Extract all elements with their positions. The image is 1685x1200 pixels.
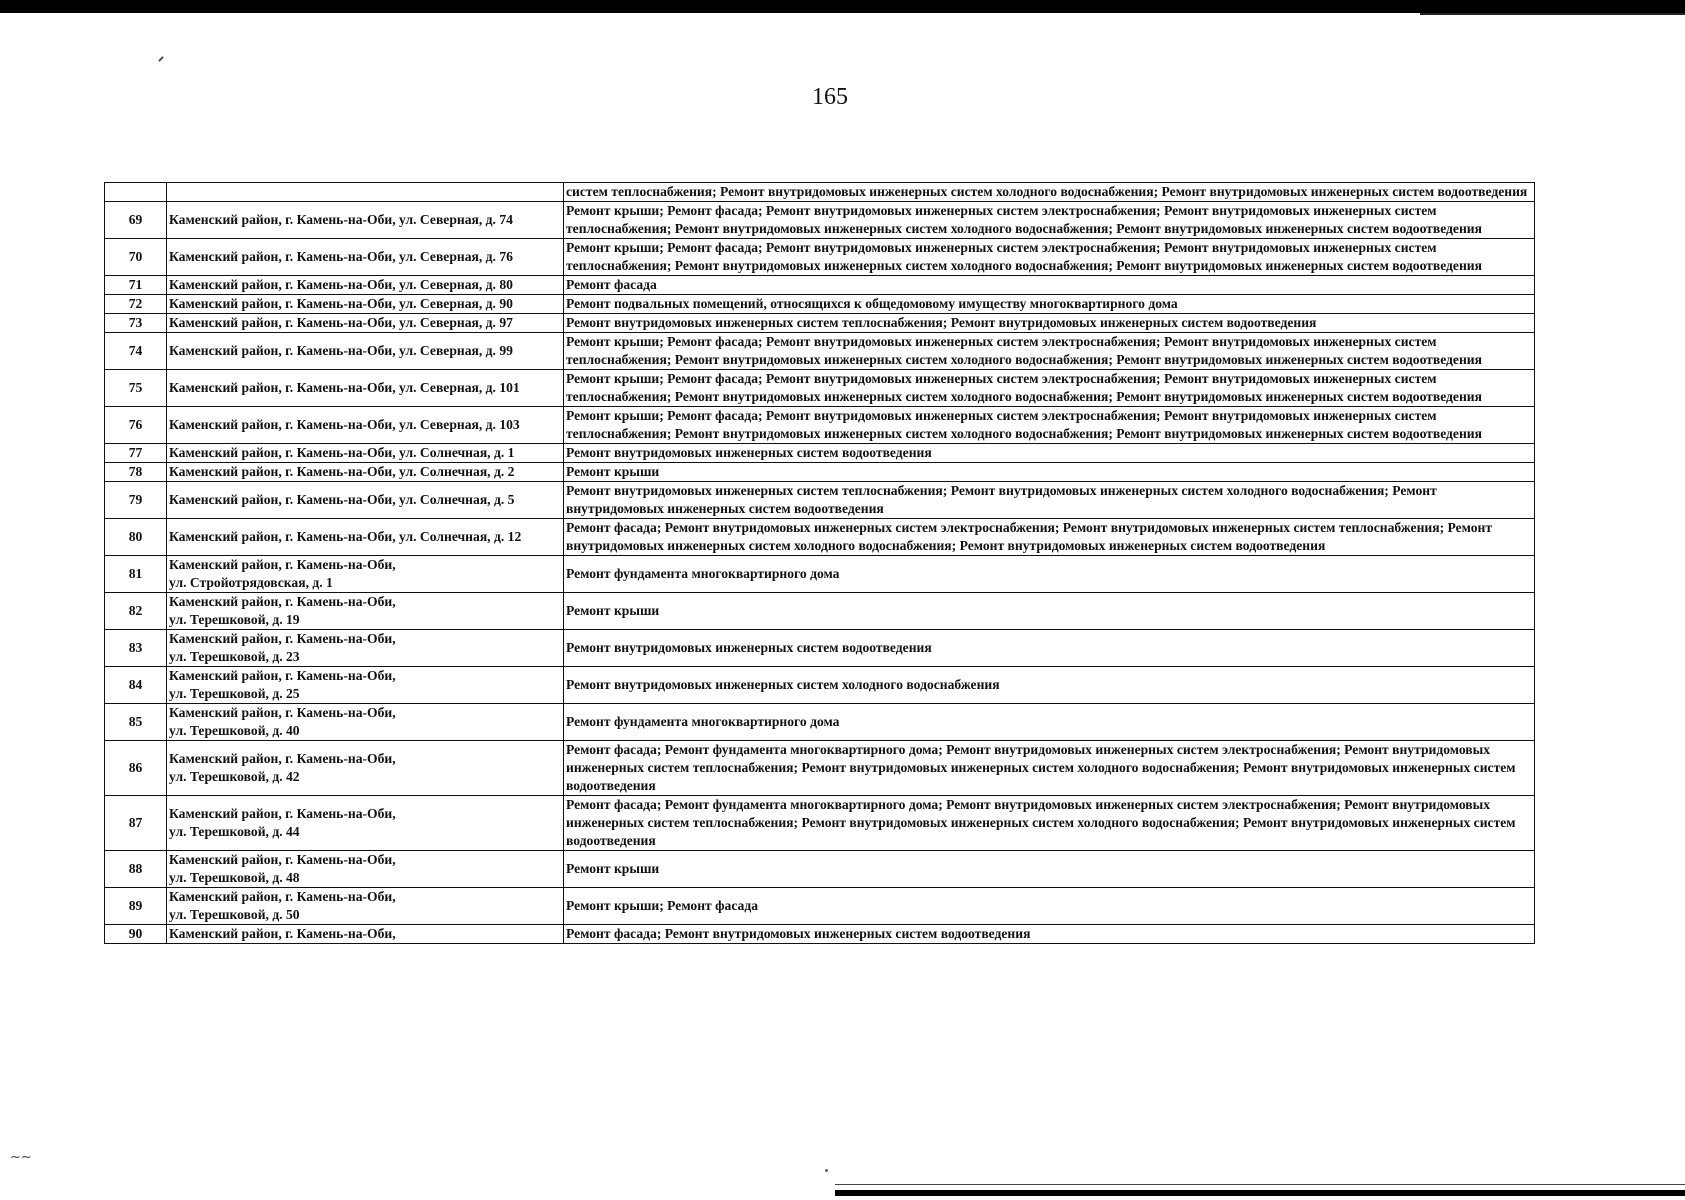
- row-number: 82: [105, 593, 167, 630]
- address-cell: [167, 463, 564, 482]
- address-cell: [167, 796, 564, 851]
- row-number: 72: [105, 295, 167, 314]
- row-number: 85: [105, 704, 167, 741]
- repair-works-cell: Ремонт фундамента многоквартирного дома: [564, 556, 1535, 593]
- scan-speck-bottom: [825, 1169, 828, 1172]
- address-line: Каменский район, г. Камень-на-Оби, ул. Северная, д. 97: [169, 315, 513, 330]
- address-cell: [167, 276, 564, 295]
- address-cell: [167, 593, 564, 630]
- repair-works-cell: Ремонт крыши; Ремонт фасада: [564, 888, 1535, 925]
- repair-works-cell: Ремонт подвальных помещений, относящихся к общедомовому имуществу многоквартирного дома: [564, 295, 1535, 314]
- address-line: Каменский район, г. Камень-на-Оби, ул. Северная, д. 90: [169, 296, 513, 311]
- address-line: Каменский район, г. Камень-на-Оби,: [169, 557, 396, 572]
- registry-body: [105, 183, 1535, 944]
- address-cell: [167, 888, 564, 925]
- address-cell: [167, 333, 564, 370]
- repair-works-cell: Ремонт фундамента многоквартирного дома: [564, 704, 1535, 741]
- address-line: Каменский район, г. Камень-на-Оби,: [169, 852, 396, 867]
- address-line: Каменский район, г. Камень-на-Оби,: [169, 631, 396, 646]
- row-number: 78: [105, 463, 167, 482]
- address-line: Каменский район, г. Камень-на-Оби, ул. Солнечная, д. 12: [169, 529, 522, 544]
- address-cell: [167, 239, 564, 276]
- address-cell: [167, 370, 564, 407]
- table-row: [105, 370, 1535, 407]
- address-street-line: ул. Терешковой, д. 42: [169, 769, 300, 784]
- repair-works-cell: Ремонт крыши; Ремонт фасада; Ремонт внутридомовых инженерных систем электроснабжения; Ремонт внутридомовых инженерных систем теплоснабжения; Ремонт внутридомовых инженерных систем холодного водоснабжения; Ремонт внутридомовых инженерных систем водоотведения: [564, 370, 1535, 407]
- repair-works-cell: Ремонт фасада: [564, 276, 1535, 295]
- address-line: Каменский район, г. Камень-на-Оби, ул. Северная, д. 101: [169, 380, 520, 395]
- repair-works-cell: Ремонт фасада; Ремонт фундамента многоквартирного дома; Ремонт внутридомовых инженерных систем электроснабжения; Ремонт внутридомовых инженерных систем теплоснабжения; Ремонт внутридомовых инженерных систем холодного водоснабжения; Ремонт внутридомовых инженерных систем водоотведения: [564, 796, 1535, 851]
- row-number: 76: [105, 407, 167, 444]
- address-street-line: ул. Терешковой, д. 23: [169, 649, 300, 664]
- row-number: 86: [105, 741, 167, 796]
- address-cell: [167, 925, 564, 944]
- repair-works-cell: Ремонт фасада; Ремонт внутридомовых инженерных систем водоотведения: [564, 925, 1535, 944]
- address-cell: [167, 295, 564, 314]
- address-street-line: ул. Терешковой, д. 40: [169, 723, 300, 738]
- table-row: [105, 519, 1535, 556]
- repair-works-cell: систем теплоснабжения; Ремонт внутридомовых инженерных систем холодного водоснабжения; Ремонт внутридомовых инженерных систем водоотведения: [564, 183, 1535, 202]
- row-number: 90: [105, 925, 167, 944]
- address-cell: [167, 667, 564, 704]
- address-line: Каменский район, г. Камень-на-Оби,: [169, 668, 396, 683]
- scan-border-bottom-line: [835, 1184, 1685, 1185]
- address-cell: [167, 314, 564, 333]
- table-row: [105, 239, 1535, 276]
- address-line: Каменский район, г. Камень-на-Оби, ул. Северная, д. 99: [169, 343, 513, 358]
- table-row: [105, 704, 1535, 741]
- table-row: [105, 556, 1535, 593]
- table-row: [105, 796, 1535, 851]
- address-line: Каменский район, г. Камень-на-Оби, ул. Северная, д. 80: [169, 277, 513, 292]
- address-cell: [167, 407, 564, 444]
- address-line: Каменский район, г. Камень-на-Оби, ул. Северная, д. 74: [169, 212, 513, 227]
- page-number: 165: [812, 84, 848, 110]
- row-number: 84: [105, 667, 167, 704]
- address-cell: [167, 482, 564, 519]
- address-line: Каменский район, г. Камень-на-Оби,: [169, 594, 396, 609]
- address-cell: [167, 183, 564, 202]
- repair-works-cell: Ремонт внутридомовых инженерных систем водоотведения: [564, 630, 1535, 667]
- address-cell: [167, 704, 564, 741]
- address-line: Каменский район, г. Камень-на-Оби, ул. Солнечная, д. 2: [169, 464, 515, 479]
- address-cell: [167, 851, 564, 888]
- address-street-line: ул. Терешковой, д. 19: [169, 612, 300, 627]
- address-line: Каменский район, г. Камень-на-Оби,: [169, 926, 396, 941]
- row-number: 77: [105, 444, 167, 463]
- address-cell: [167, 444, 564, 463]
- row-number: 83: [105, 630, 167, 667]
- repair-works-cell: Ремонт фасада; Ремонт внутридомовых инженерных систем электроснабжения; Ремонт внутридомовых инженерных систем теплоснабжения; Ремонт внутридомовых инженерных систем холодного водоснабжения; Ремонт внутридомовых инженерных систем водоотведения: [564, 519, 1535, 556]
- table-row: [105, 667, 1535, 704]
- repair-works-cell: Ремонт внутридомовых инженерных систем теплоснабжения; Ремонт внутридомовых инженерных систем холодного водоснабжения; Ремонт внутридомовых инженерных систем водоотведения: [564, 482, 1535, 519]
- table-row: [105, 444, 1535, 463]
- address-street-line: ул. Стройотрядовская, д. 1: [169, 575, 333, 590]
- table-row: [105, 314, 1535, 333]
- scan-speck: [158, 56, 164, 62]
- repair-works-cell: Ремонт крыши; Ремонт фасада; Ремонт внутридомовых инженерных систем электроснабжения; Ремонт внутридомовых инженерных систем теплоснабжения; Ремонт внутридомовых инженерных систем холодного водоснабжения; Ремонт внутридомовых инженерных систем водоотведения: [564, 407, 1535, 444]
- repair-registry-table: [104, 182, 1535, 944]
- table-row: [105, 202, 1535, 239]
- table-row: [105, 463, 1535, 482]
- row-number: 80: [105, 519, 167, 556]
- address-line: Каменский район, г. Камень-на-Оби, ул. Северная, д. 103: [169, 417, 520, 432]
- table-row: [105, 183, 1535, 202]
- address-cell: [167, 202, 564, 239]
- address-line: Каменский район, г. Камень-на-Оби, ул. Северная, д. 76: [169, 249, 513, 264]
- row-number: [105, 183, 167, 202]
- row-number: 69: [105, 202, 167, 239]
- address-line: Каменский район, г. Камень-на-Оби,: [169, 806, 396, 821]
- address-cell: [167, 741, 564, 796]
- table-row: [105, 630, 1535, 667]
- address-line: Каменский район, г. Камень-на-Оби,: [169, 889, 396, 904]
- repair-works-cell: Ремонт внутридомовых инженерных систем теплоснабжения; Ремонт внутридомовых инженерных систем водоотведения: [564, 314, 1535, 333]
- scan-border-top-tail: [1420, 13, 1685, 15]
- table-row: [105, 593, 1535, 630]
- address-street-line: ул. Терешковой, д. 44: [169, 824, 300, 839]
- row-number: 88: [105, 851, 167, 888]
- scan-border-top: [0, 0, 1685, 13]
- table-row: [105, 333, 1535, 370]
- row-number: 75: [105, 370, 167, 407]
- table-row: [105, 851, 1535, 888]
- row-number: 79: [105, 482, 167, 519]
- repair-works-cell: Ремонт крыши; Ремонт фасада; Ремонт внутридомовых инженерных систем электроснабжения; Ремонт внутридомовых инженерных систем теплоснабжения; Ремонт внутридомовых инженерных систем холодного водоснабжения; Ремонт внутридомовых инженерных систем водоотведения: [564, 333, 1535, 370]
- address-line: Каменский район, г. Камень-на-Оби, ул. Солнечная, д. 1: [169, 445, 515, 460]
- repair-works-cell: Ремонт крыши: [564, 593, 1535, 630]
- repair-works-cell: Ремонт внутридомовых инженерных систем холодного водоснабжения: [564, 667, 1535, 704]
- table-row: [105, 741, 1535, 796]
- table-row: [105, 888, 1535, 925]
- address-line: Каменский район, г. Камень-на-Оби,: [169, 705, 396, 720]
- address-cell: [167, 556, 564, 593]
- row-number: 70: [105, 239, 167, 276]
- table-row: [105, 925, 1535, 944]
- address-cell: [167, 630, 564, 667]
- repair-works-cell: Ремонт крыши; Ремонт фасада; Ремонт внутридомовых инженерных систем электроснабжения; Ремонт внутридомовых инженерных систем теплоснабжения; Ремонт внутридомовых инженерных систем холодного водоснабжения; Ремонт внутридомовых инженерных систем водоотведения: [564, 202, 1535, 239]
- table-row: [105, 407, 1535, 444]
- address-street-line: ул. Терешковой, д. 48: [169, 870, 300, 885]
- address-line: Каменский район, г. Камень-на-Оби, ул. Солнечная, д. 5: [169, 492, 515, 507]
- address-line: Каменский район, г. Камень-на-Оби,: [169, 751, 396, 766]
- row-number: 71: [105, 276, 167, 295]
- repair-works-cell: Ремонт крыши: [564, 851, 1535, 888]
- table-row: [105, 295, 1535, 314]
- address-street-line: ул. Терешковой, д. 50: [169, 907, 300, 922]
- row-number: 87: [105, 796, 167, 851]
- row-number: 74: [105, 333, 167, 370]
- table-row: [105, 482, 1535, 519]
- scan-border-bottom: [835, 1190, 1685, 1196]
- address-cell: [167, 519, 564, 556]
- repair-works-cell: Ремонт фасада; Ремонт фундамента многоквартирного дома; Ремонт внутридомовых инженерных систем электроснабжения; Ремонт внутридомовых инженерных систем теплоснабжения; Ремонт внутридомовых инженерных систем холодного водоснабжения; Ремонт внутридомовых инженерных систем водоотведения: [564, 741, 1535, 796]
- row-number: 81: [105, 556, 167, 593]
- repair-works-cell: Ремонт крыши; Ремонт фасада; Ремонт внутридомовых инженерных систем электроснабжения; Ремонт внутридомовых инженерных систем теплоснабжения; Ремонт внутридомовых инженерных систем холодного водоснабжения; Ремонт внутридомовых инженерных систем водоотведения: [564, 239, 1535, 276]
- row-number: 89: [105, 888, 167, 925]
- corner-mark: ~~: [10, 1150, 32, 1165]
- row-number: 73: [105, 314, 167, 333]
- repair-works-cell: Ремонт внутридомовых инженерных систем водоотведения: [564, 444, 1535, 463]
- table-row: [105, 276, 1535, 295]
- address-street-line: ул. Терешковой, д. 25: [169, 686, 300, 701]
- repair-works-cell: Ремонт крыши: [564, 463, 1535, 482]
